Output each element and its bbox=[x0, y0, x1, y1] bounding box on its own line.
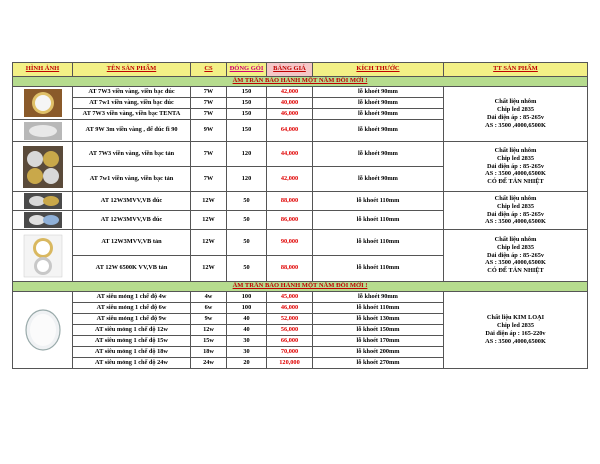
product-power: 12W bbox=[191, 192, 227, 211]
spec-cell-group-4 bbox=[444, 230, 588, 282]
product-packing: 100 bbox=[227, 292, 267, 303]
product-price: 120,000 bbox=[267, 358, 313, 369]
section-row bbox=[13, 77, 588, 87]
product-power: 9w bbox=[191, 314, 227, 325]
product-price: 64,000 bbox=[267, 120, 313, 142]
product-size: lỗ khoét 110mm bbox=[313, 303, 444, 314]
product-price: 66,000 bbox=[267, 336, 313, 347]
product-price: 52,000 bbox=[267, 314, 313, 325]
product-packing: 50 bbox=[227, 211, 267, 230]
product-power: 6w bbox=[191, 303, 227, 314]
product-price: 42,000 bbox=[267, 167, 313, 192]
spec-cct: AS : 3500 ,4000,6500K bbox=[485, 121, 546, 129]
product-name: AT siêu mỏng 1 chế độ 24w bbox=[73, 358, 191, 369]
product-price: 88,000 bbox=[267, 256, 313, 282]
product-price: 44,000 bbox=[267, 142, 313, 167]
product-price: 70,000 bbox=[267, 347, 313, 358]
product-size: lỗ khoét 110mm bbox=[313, 192, 444, 211]
product-power: 7W bbox=[191, 142, 227, 167]
product-name: AT 12W 6500K VV,VB tản bbox=[73, 256, 191, 282]
spec-material: Chất liệu nhôm bbox=[494, 235, 537, 243]
product-price: 40,000 bbox=[267, 98, 313, 109]
product-size: lỗ khoét 170mm bbox=[313, 336, 444, 347]
product-image-cell bbox=[13, 120, 73, 142]
product-name: AT 7w1 viền vàng, viền bạc đúc bbox=[73, 98, 191, 109]
product-packing: 120 bbox=[227, 142, 267, 167]
product-price: 42,000 bbox=[267, 87, 313, 98]
spec-cell-group-5 bbox=[444, 292, 588, 369]
product-name: AT 12W3MVV,VB đúc bbox=[73, 211, 191, 230]
table-row bbox=[13, 87, 588, 98]
product-image-cell bbox=[13, 211, 73, 230]
header-product-name: TÊN SẢN PHẨM bbox=[73, 63, 191, 77]
spec-chip: Chip led 2835 bbox=[496, 106, 535, 114]
product-name: AT siêu mỏng 1 chế độ 18w bbox=[73, 347, 191, 358]
product-packing: 50 bbox=[227, 230, 267, 256]
product-size: lỗ khoét 270mm bbox=[313, 358, 444, 369]
downlight-image bbox=[23, 211, 63, 229]
product-price: 46,000 bbox=[267, 303, 313, 314]
product-size: lỗ khoét 90mm bbox=[313, 87, 444, 98]
product-size: lỗ khoét 90mm bbox=[313, 98, 444, 109]
header-row bbox=[13, 63, 588, 77]
spec-voltage: Dải điện áp : 85-265v bbox=[486, 162, 545, 170]
spec-material: Chất liệu nhôm bbox=[494, 146, 537, 154]
product-size: lỗ khoét 110mm bbox=[313, 230, 444, 256]
product-power: 12w bbox=[191, 325, 227, 336]
product-name: AT siêu mỏng 1 chế độ 4w bbox=[73, 292, 191, 303]
spec-material: Chất liệu nhôm bbox=[494, 194, 537, 202]
product-size: lỗ khoét 110mm bbox=[313, 211, 444, 230]
panel-light-image bbox=[21, 300, 65, 360]
product-image-cell bbox=[13, 192, 73, 211]
header-image: HÌNH ẢNH bbox=[13, 63, 73, 77]
product-image-group-2 bbox=[13, 142, 73, 192]
price-table bbox=[12, 62, 588, 369]
product-packing: 100 bbox=[227, 303, 267, 314]
product-packing: 50 bbox=[227, 192, 267, 211]
downlight-image bbox=[22, 145, 64, 189]
spec-cct: AS : 3500 ,4000,6500K bbox=[485, 218, 546, 226]
product-price: 90,000 bbox=[267, 230, 313, 256]
spec-cell-group-3 bbox=[444, 192, 588, 230]
spec-voltage: Dải điện áp : 165-220v bbox=[485, 330, 546, 337]
product-name: AT 7W3 viền vàng, viền bạc tản bbox=[73, 142, 191, 167]
product-name: AT 12W3MVV,VB đúc bbox=[73, 192, 191, 211]
spec-chip: Chip led 2835 bbox=[496, 243, 535, 251]
product-power: 4w bbox=[191, 292, 227, 303]
spec-cct: AS : 3500 ,4000,6500K bbox=[485, 337, 546, 345]
product-size: lỗ khoét 130mm bbox=[313, 314, 444, 325]
downlight-image bbox=[23, 88, 63, 118]
product-packing: 120 bbox=[227, 167, 267, 192]
product-name: AT siêu mỏng 1 chế độ 9w bbox=[73, 314, 191, 325]
spec-cct: AS : 3500 ,4000,6500K bbox=[485, 170, 546, 178]
table-row bbox=[13, 142, 588, 167]
spec-cell-group-2 bbox=[444, 142, 588, 192]
product-name: AT 12W3MVV,VB tản bbox=[73, 230, 191, 256]
product-power: 12W bbox=[191, 256, 227, 282]
product-name: AT siêu mỏng 1 chế độ 12w bbox=[73, 325, 191, 336]
product-packing: 20 bbox=[227, 358, 267, 369]
downlight-image bbox=[23, 192, 63, 210]
spec-material: Chất liệu KIM LOẠI bbox=[486, 314, 545, 322]
product-packing: 150 bbox=[227, 109, 267, 120]
spec-voltage: Dải điện áp : 85-265v bbox=[486, 210, 545, 218]
product-power: 12W bbox=[191, 230, 227, 256]
product-power: 18w bbox=[191, 347, 227, 358]
product-name: AT siêu mỏng 1 chế độ 15w bbox=[73, 336, 191, 347]
table-row bbox=[13, 230, 588, 256]
product-packing: 50 bbox=[227, 256, 267, 282]
product-size: lỗ khoét 90mm bbox=[313, 109, 444, 120]
downlight-image bbox=[23, 121, 63, 141]
product-size: lỗ khoét 90mm bbox=[313, 142, 444, 167]
section-title: ÂM TRẦN BẢO HÀNH MỘT NĂM ĐỔI MỚI ! bbox=[13, 282, 588, 292]
product-size: lỗ khoét 90mm bbox=[313, 292, 444, 303]
header-power: CS bbox=[191, 63, 227, 77]
product-packing: 150 bbox=[227, 87, 267, 98]
product-name: AT siêu mỏng 1 chế độ 6w bbox=[73, 303, 191, 314]
product-power: 15w bbox=[191, 336, 227, 347]
product-power: 12W bbox=[191, 211, 227, 230]
product-image-group-5 bbox=[13, 292, 73, 369]
header-size: KÍCH THƯỚC bbox=[313, 63, 444, 77]
product-name: AT 7W3 viền vàng, viền bạc đúc bbox=[73, 87, 191, 98]
product-packing: 30 bbox=[227, 336, 267, 347]
product-size: lỗ khoét 200mm bbox=[313, 347, 444, 358]
product-power: 24w bbox=[191, 358, 227, 369]
product-size: lỗ khoét 90mm bbox=[313, 167, 444, 192]
spec-chip: Chip led 2835 bbox=[496, 322, 535, 330]
spec-chip: Chip led 2835 bbox=[496, 154, 535, 162]
product-packing: 40 bbox=[227, 314, 267, 325]
spec-note: CÓ ĐẾ TẢN NHIỆT bbox=[487, 267, 544, 275]
product-size: lỗ khoét 90mm bbox=[313, 120, 444, 142]
section-title: ÂM TRẦN BẢO HÀNH MỘT NĂM ĐỔI MỚI ! bbox=[13, 77, 588, 87]
product-power: 7W bbox=[191, 167, 227, 192]
spec-chip: Chip led 2835 bbox=[496, 202, 535, 210]
spec-voltage: Dải điện áp : 85-265v bbox=[486, 251, 545, 259]
product-size: lỗ khoét 110mm bbox=[313, 256, 444, 282]
spec-cell-group-1 bbox=[444, 87, 588, 142]
spec-cct: AS : 3500 ,4000,6500K bbox=[485, 259, 546, 267]
product-packing: 150 bbox=[227, 120, 267, 142]
product-power: 9W bbox=[191, 120, 227, 142]
product-price: 45,000 bbox=[267, 292, 313, 303]
product-price: 56,000 bbox=[267, 325, 313, 336]
header-price: BẢNG GIÁ bbox=[267, 63, 313, 77]
section-row bbox=[13, 282, 588, 292]
spec-note: CÓ ĐẾ TẢN NHIỆT bbox=[487, 178, 544, 186]
product-price: 88,000 bbox=[267, 192, 313, 211]
product-power: 7W bbox=[191, 98, 227, 109]
spec-voltage: Dải điện áp : 85-265v bbox=[486, 114, 545, 121]
product-power: 7W bbox=[191, 109, 227, 120]
product-packing: 150 bbox=[227, 98, 267, 109]
product-size: lỗ khoét 150mm bbox=[313, 325, 444, 336]
header-packing: ĐÓNG GÓI bbox=[227, 63, 267, 77]
product-image-group-1 bbox=[13, 87, 73, 120]
header-spec: TT SẢN PHẨM bbox=[444, 63, 588, 77]
table-row bbox=[13, 292, 588, 303]
spec-material: Chất liệu nhôm bbox=[494, 98, 537, 106]
product-price: 46,000 bbox=[267, 109, 313, 120]
table-row bbox=[13, 192, 588, 211]
product-name: AT 9W 3m viền vàng , đế đúc fi 90 bbox=[73, 120, 191, 142]
product-image-group-4 bbox=[13, 230, 73, 282]
product-price: 86,000 bbox=[267, 211, 313, 230]
product-name: AT 7W3 viền vàng, viền bạc TENTA bbox=[73, 109, 191, 120]
product-power: 7W bbox=[191, 87, 227, 98]
product-name: AT 7w1 viền vàng, viền bạc tản bbox=[73, 167, 191, 192]
downlight-image bbox=[23, 234, 63, 278]
product-packing: 30 bbox=[227, 347, 267, 358]
product-packing: 40 bbox=[227, 325, 267, 336]
